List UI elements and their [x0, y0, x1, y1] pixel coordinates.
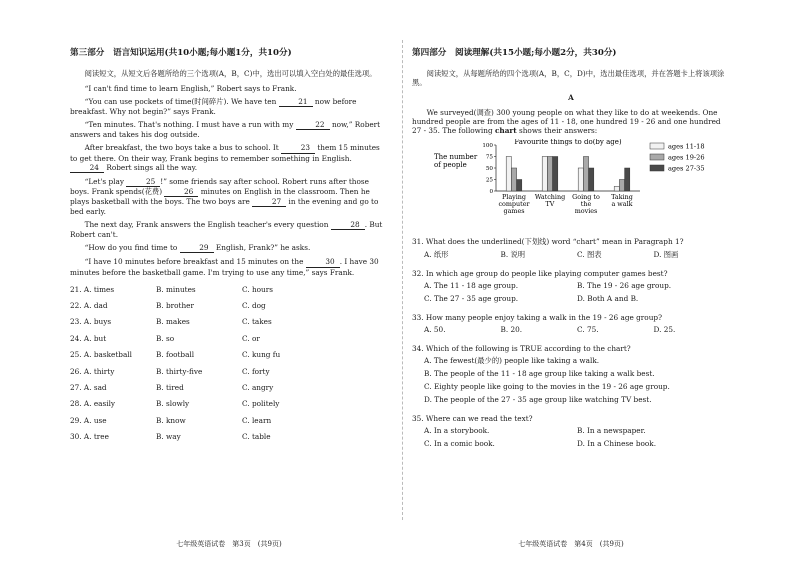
- chart-title: Favourite things to do(by age): [514, 139, 622, 147]
- option-row: [70, 350, 388, 366]
- chart-y-tick-label: 75: [485, 154, 493, 161]
- chart-legend-label: ages 27-35: [668, 164, 705, 173]
- chart-x-tick-label: TV: [545, 200, 555, 209]
- cloze-blank: 30: [306, 257, 340, 267]
- chart-bar: [517, 180, 522, 192]
- chart-legend-swatch: [650, 154, 664, 160]
- passage-paragraph: [70, 97, 388, 116]
- option-choice: C. hours: [242, 284, 273, 294]
- question-option: A. 纸形: [424, 249, 449, 259]
- survey-chart: [412, 139, 730, 231]
- option-choice: C. angry: [242, 383, 274, 393]
- option-choice: 28. A. easily: [70, 399, 116, 409]
- option-choice: 26. A. thirty: [70, 366, 115, 376]
- passage-text: English, Frank?” he asks.: [213, 243, 311, 253]
- question-options-row: [424, 426, 730, 439]
- question-option: B. 20.: [500, 324, 523, 334]
- option-choice: B. tired: [156, 383, 184, 393]
- option-row: [70, 334, 388, 350]
- chart-x-tick-label: computer: [498, 200, 530, 209]
- option-choice: B. thirty-five: [156, 366, 203, 376]
- chart-bar: [542, 157, 547, 192]
- cloze-blank: 21: [279, 97, 313, 107]
- section-three-title: 第三部分 语言知识运用(共10小题;每小题1分，共10分): [70, 48, 292, 58]
- question-option: C. 75.: [577, 324, 599, 334]
- question-stem: 35. Where can we read the text?: [412, 413, 533, 423]
- passage-paragraph: [70, 84, 388, 93]
- reading-intro-chart-word: chart: [494, 126, 517, 136]
- passage-text: Robert sings all the way.: [104, 162, 198, 172]
- option-choice: B. so: [156, 333, 175, 343]
- option-choice: B. minutes: [156, 284, 196, 294]
- chart-x-tick-label: a walk: [611, 200, 633, 209]
- question-option: A. The fewest(最少的) people like taking a walk.: [424, 355, 600, 365]
- question-option: D. 图画: [653, 249, 679, 259]
- option-choice: B. know: [156, 415, 186, 425]
- survey-chart-svg: [412, 139, 730, 231]
- chart-x-tick-label: movies: [574, 207, 598, 216]
- reading-intro: [412, 108, 730, 135]
- chart-x-tick-label: the: [580, 200, 592, 209]
- left-page-footer: 七年级英语试卷 第3页 (共9页): [176, 540, 282, 549]
- chart-bar: [589, 168, 594, 191]
- chart-ylabel: The number: [434, 153, 478, 162]
- passage-paragraph: [70, 120, 388, 139]
- reading-questions: [412, 237, 730, 452]
- chart-y-tick-label: 50: [485, 166, 493, 173]
- passage-label: A: [568, 92, 574, 102]
- question-options-row: [424, 250, 730, 263]
- question-option: B. In a newspaper.: [577, 425, 646, 435]
- chart-x-tick-label: games: [503, 207, 525, 216]
- option-row: [70, 285, 388, 301]
- chart-x-tick-label: Playing: [501, 193, 527, 202]
- option-choice: C. learn: [242, 415, 272, 425]
- cloze-blank: 26: [164, 187, 198, 197]
- chart-bar: [619, 180, 624, 192]
- chart-bar: [578, 168, 583, 191]
- chart-bar: [511, 168, 516, 191]
- right-page-footer: 七年级英语试卷 第4页 (共9页): [518, 540, 624, 549]
- chart-legend-swatch: [650, 165, 664, 171]
- option-choice: C. or: [242, 333, 260, 343]
- question-option: D. 25.: [653, 324, 676, 334]
- question-options-row: [424, 281, 730, 294]
- option-row: [70, 416, 388, 432]
- chart-y-tick-label: 0: [489, 189, 493, 196]
- question-stem: 33. How many people enjoy taking a walk in the 19 - 26 age group?: [412, 312, 662, 322]
- question-option: A. The 11 - 18 age group.: [424, 280, 519, 290]
- question-stem: 34. Which of the following is TRUE according to the chart?: [412, 343, 631, 353]
- chart-legend-swatch: [650, 143, 664, 149]
- passage-text: “You can use pockets of time(时间碎片). We have ten: [84, 96, 279, 106]
- passage-text: “How do you find time to: [84, 243, 180, 253]
- option-choice: C. table: [242, 432, 271, 442]
- option-choice: B. football: [156, 350, 195, 360]
- passage-paragraph: [70, 243, 388, 253]
- cloze-blank: 29: [180, 243, 214, 253]
- passage-text: them 15 minutes to get there. On their way, Frank begins to remember something in English.: [70, 143, 380, 163]
- option-row: [70, 301, 388, 317]
- cloze-blank: 22: [296, 120, 330, 130]
- option-row: [70, 432, 388, 448]
- right-page: [412, 48, 730, 561]
- option-row: [70, 383, 388, 399]
- passage-paragraph: [70, 177, 388, 216]
- option-row: [70, 367, 388, 383]
- chart-ylabel: of people: [434, 161, 467, 170]
- question-stem: 32. In which age group do people like playing computer games best?: [412, 268, 668, 278]
- question-option: C. Eighty people like going to the movies in the 19 - 26 age group.: [424, 381, 670, 391]
- passage-text: now,” Robert answers and takes his dog outside.: [70, 120, 381, 140]
- question-option: C. The 27 - 35 age group.: [424, 293, 519, 303]
- passage-paragraph: [70, 143, 388, 172]
- question-option: B. 说明: [500, 249, 526, 259]
- section-three-instruction: 阅读短文，从短文后各题所给的三个选项(A，B，C)中，选出可以填入空白处的最佳选项。: [84, 68, 377, 78]
- question-option: C. In a comic book.: [424, 438, 495, 448]
- question-option: A. 50.: [424, 324, 446, 334]
- cloze-blank: 24: [70, 163, 104, 173]
- option-choice: 29. A. use: [70, 415, 107, 425]
- passage-text: “I can't find time to learn English,” Robert says to Frank.: [84, 83, 297, 93]
- chart-bar: [614, 187, 619, 192]
- option-choice: B. slowly: [156, 399, 190, 409]
- question-options-row: [424, 325, 730, 338]
- option-choice: C. kung fu: [242, 350, 281, 360]
- option-choice: B. makes: [156, 317, 190, 327]
- passage-paragraph: [70, 257, 388, 276]
- cloze-blank: 27: [252, 197, 286, 207]
- option-choice: C. forty: [242, 366, 270, 376]
- cloze-options: [70, 285, 388, 449]
- option-choice: 25. A. basketball: [70, 350, 132, 360]
- option-choice: 22. A. dad: [70, 301, 108, 311]
- passage-text: “I have 10 minutes before breakfast and 15 minutes on the: [84, 257, 306, 267]
- question-option: A. In a storybook.: [424, 425, 490, 435]
- page-divider: [402, 40, 403, 520]
- chart-bar: [547, 157, 552, 192]
- cloze-passage: [70, 84, 388, 277]
- passage-text: . But Robert can't.: [70, 220, 383, 240]
- section-four-instruction: 阅读短文，从每题所给的四个选项(A，B，C，D)中，选出最佳选项，并在答题卡上将该项涂黑。: [412, 68, 725, 87]
- chart-x-tick-label: Taking: [611, 193, 633, 202]
- question-option: D. The people of the 27 - 35 age group like watching TV best.: [424, 394, 652, 404]
- chart-x-tick-label: Going to: [572, 193, 600, 202]
- chart-bar: [553, 157, 558, 192]
- option-choice: 27. A. sad: [70, 383, 107, 393]
- cloze-blank: 28: [331, 220, 365, 230]
- chart-legend-label: ages 19-26: [668, 153, 705, 162]
- option-choice: 21. A. times: [70, 284, 115, 294]
- chart-bar: [625, 168, 630, 191]
- option-choice: C. dog: [242, 301, 266, 311]
- option-row: [70, 399, 388, 415]
- passage-text: now before breakfast. Why not begin?” says Frank.: [70, 96, 357, 117]
- option-choice: 23. A. buys: [70, 317, 112, 327]
- cloze-blank: 23: [281, 143, 315, 153]
- passage-text: minutes on English in the classroom. Then he plays basketball with the boys. The two boys are: [70, 186, 370, 206]
- option-choice: 30. A. tree: [70, 432, 109, 442]
- question-option: B. The people of the 11 - 18 age group like taking a walk best.: [424, 368, 655, 378]
- option-choice: 24. A. but: [70, 333, 107, 343]
- chart-bar: [506, 157, 511, 192]
- question-options-row: [424, 294, 730, 307]
- passage-text: . I have 30 minutes before the basketball game. I'm trying to use any time,” says Frank.: [70, 257, 379, 277]
- left-page: [70, 48, 388, 561]
- passage-text: “Let's play: [84, 176, 127, 186]
- passage-paragraph: [70, 220, 388, 239]
- chart-y-tick-label: 100: [482, 143, 493, 150]
- question-option: C. 图表: [577, 249, 602, 259]
- passage-text: After breakfast, the two boys take a bus to school. It: [84, 143, 282, 153]
- passage-text: !” some friends say after school. Robert runs after those boys. Frank spends(花费): [70, 176, 369, 196]
- option-choice: B. brother: [156, 301, 194, 311]
- chart-x-tick-label: Watching: [534, 193, 566, 202]
- section-four-title: 第四部分 阅读理解(共15小题;每小题2分，共30分): [412, 48, 617, 58]
- cloze-blank: 25: [126, 177, 160, 187]
- option-row: [70, 317, 388, 333]
- option-choice: C. politely: [242, 399, 280, 409]
- question-option: B. The 19 - 26 age group.: [577, 280, 672, 290]
- chart-y-tick-label: 25: [485, 177, 493, 184]
- reading-intro-end: shows their answers:: [516, 126, 598, 136]
- option-choice: C. takes: [242, 317, 272, 327]
- question-options-row: [424, 439, 730, 452]
- question-option: D. In a Chinese book.: [577, 438, 657, 448]
- passage-text: “Ten minutes. That's nothing. I must have a run with my: [84, 120, 296, 130]
- reading-intro-text: We surveyed(调查) 300 young people on what they like to do at weekends. One hundred people are from the ages of 11 - 18, one hundred 19 - 26 and one hundred 27 - 35. The following: [412, 108, 721, 136]
- chart-legend-label: ages 11-18: [668, 142, 705, 151]
- option-choice: B. way: [156, 432, 181, 442]
- chart-bar: [583, 157, 588, 192]
- question-option: D. Both A and B.: [577, 293, 639, 303]
- passage-text: in the evening and go to bed early.: [70, 196, 379, 217]
- passage-text: The next day, Frank answers the English teacher's every question: [84, 220, 331, 230]
- question-stem: 31. What does the underlined(下划线) word “chart” mean in Paragraph 1?: [412, 237, 684, 247]
